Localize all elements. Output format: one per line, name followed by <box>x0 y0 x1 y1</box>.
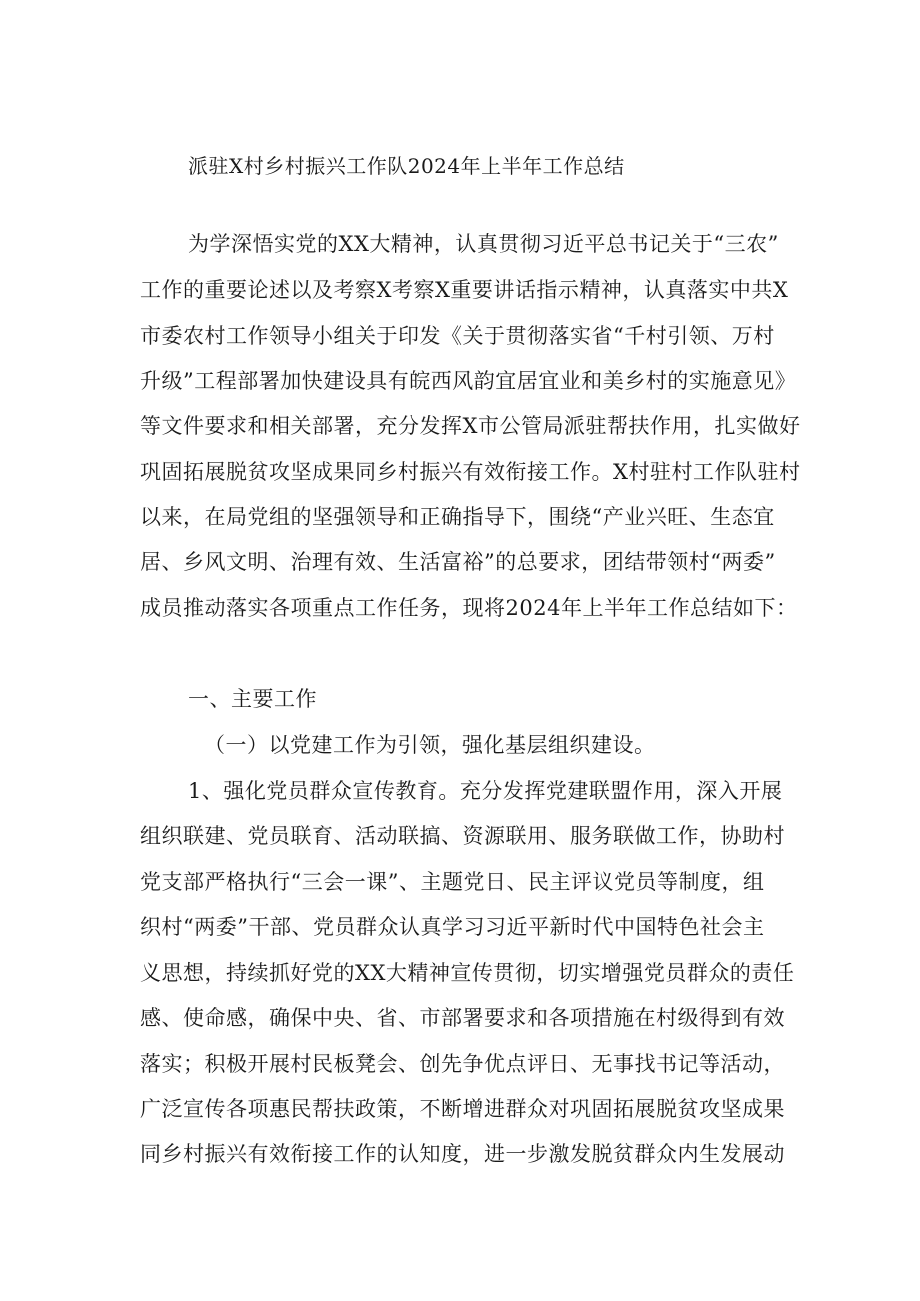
intro-line: 以来，在局党组的坚强领导和正确指导下，围绕“产业兴旺、生态宜 <box>140 505 775 529</box>
section-line: 落实；积极开展村民板凳会、创先争优点评日、无事找书记等活动， <box>140 1052 785 1076</box>
section-line: 党支部严格执行“三会一课”、主题党日、民主评议党员等制度，组 <box>140 870 765 894</box>
intro-line: 等文件要求和相关部署，充分发挥X市公管局派驻帮扶作用，扎实做好 <box>140 414 801 438</box>
section-line: 组织联建、党员联育、活动联搞、资源联用、服务联做工作，协助村 <box>140 824 785 848</box>
section-line: 义思想，持续抓好党的XX大精神宣传贯彻，切实增强党员群众的责任 <box>140 961 795 985</box>
intro-line: 为学深悟实党的XX大精神，认真贯彻习近平总书记关于“三农” <box>188 232 779 256</box>
section-line: 感、使命感，确保中央、省、市部署要求和各项措施在村级得到有效 <box>140 1006 785 1030</box>
section-line: 广泛宣传各项惠民帮扶政策，不断增进群众对巩固拓展脱贫攻坚成果 <box>140 1097 785 1121</box>
section-line: 同乡村振兴有效衔接工作的认知度，进一步激发脱贫群众内生发展动 <box>140 1142 785 1166</box>
intro-line: 居、乡风文明、治理有效、生活富裕”的总要求，团结带领村“两委” <box>140 550 776 574</box>
document-title: 派驻X村乡村振兴工作队2024年上半年工作总结 <box>188 154 625 178</box>
intro-line: 成员推动落实各项重点工作任务，现将2024年上半年工作总结如下： <box>140 596 798 620</box>
intro-line: 升级”工程部署加快建设具有皖西风韵宜居宜业和美乡村的实施意见》 <box>140 369 797 393</box>
section-line: 织村“两委”干部、党员群众认真学习习近平新时代中国特色社会主 <box>140 915 765 939</box>
subsection-heading-party-building: （一）以党建工作为引领，强化基层组织建设。 <box>204 733 656 757</box>
intro-line: 市委农村工作领导小组关于印发《关于贯彻落实省“千村引领、万村 <box>140 324 775 348</box>
intro-line: 巩固拓展脱贫攻坚成果同乡村振兴有效衔接工作。X村驻村工作队驻村 <box>140 460 801 484</box>
section-line: 1、强化党员群众宣传教育。充分发挥党建联盟作用，深入开展 <box>188 779 783 803</box>
intro-line: 工作的重要论述以及考察X考察X重要讲话指示精神，认真落实中共X <box>140 278 789 302</box>
section-heading-main-work: 一、主要工作 <box>188 687 317 711</box>
